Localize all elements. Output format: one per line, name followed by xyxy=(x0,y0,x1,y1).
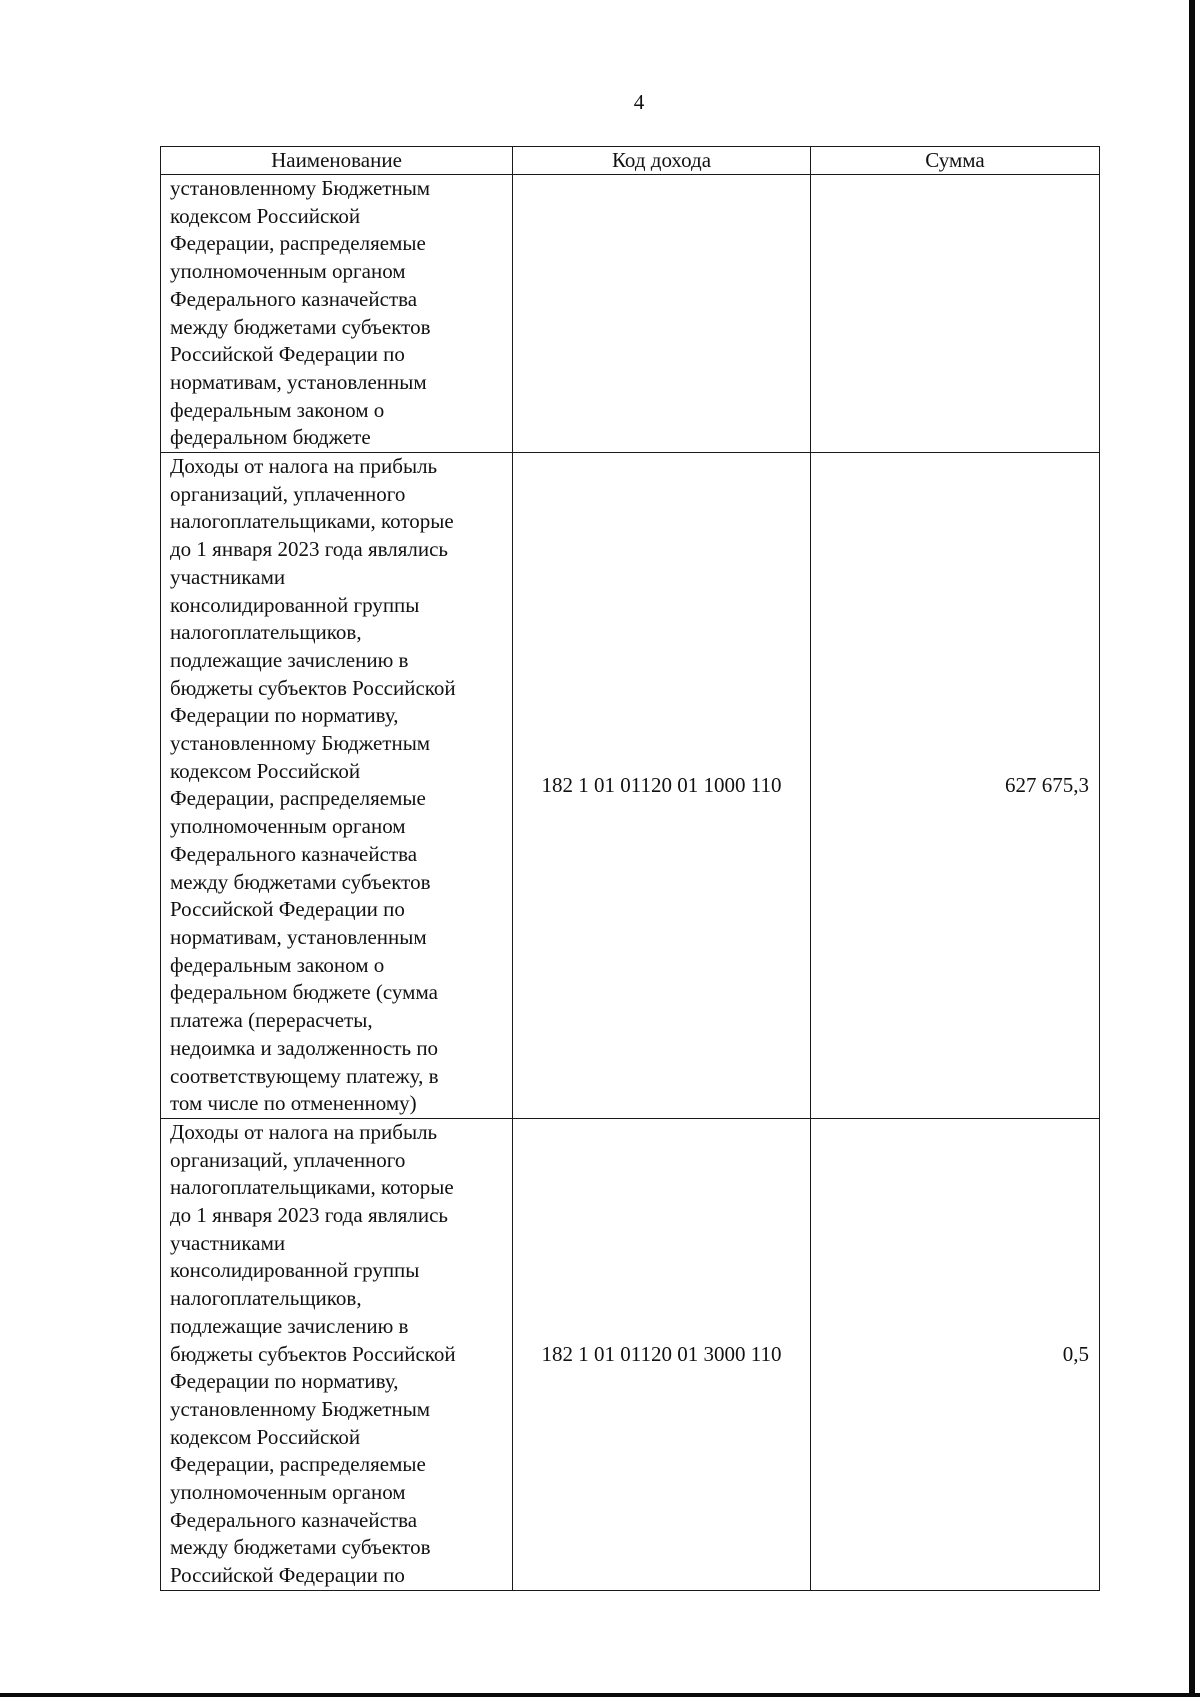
revenue-table xyxy=(160,146,1100,1591)
name-line: нормативам, установленным xyxy=(170,369,427,394)
name-line: федеральном бюджете (сумма xyxy=(170,980,438,1005)
name-line: консолидированной группы xyxy=(170,592,420,617)
name-line: налогоплательщиками, которые xyxy=(170,1175,454,1200)
table-row xyxy=(161,453,1100,1119)
name-line: подлежащие зачислению в xyxy=(170,1313,409,1338)
row-sum-cell: 0,5 xyxy=(811,1118,1100,1590)
name-line: Федерации, распределяемые xyxy=(170,231,426,256)
name-line: между бюджетами субъектов xyxy=(170,1535,431,1560)
name-line: уполномоченным органом xyxy=(170,259,406,284)
scan-edge-bottom xyxy=(0,1693,1200,1697)
name-line: федеральном бюджете xyxy=(170,425,371,450)
name-line: до 1 января 2023 года являлись xyxy=(170,537,448,562)
name-line: кодексом Российской xyxy=(170,1424,361,1449)
name-line: соответствующему платежу, в xyxy=(170,1063,439,1088)
name-line: нормативам, установленным xyxy=(170,924,427,949)
name-line: Федерации, распределяемые xyxy=(170,786,426,811)
name-line: федеральным законом о xyxy=(170,397,385,422)
name-line: установленному Бюджетным xyxy=(170,176,431,200)
row-name-cell xyxy=(161,453,513,1119)
name-line: Федерации, распределяемые xyxy=(170,1452,426,1477)
table-row xyxy=(161,175,1100,453)
name-line: том числе по отмененному) xyxy=(170,1091,417,1116)
name-line: налогоплательщиков, xyxy=(170,620,362,645)
row-sum-cell xyxy=(811,175,1100,453)
name-line: участниками xyxy=(170,564,286,589)
name-line: установленному Бюджетным xyxy=(170,1396,431,1421)
name-line: до 1 января 2023 года являлись xyxy=(170,1203,448,1228)
row-name-cell xyxy=(161,1118,513,1590)
row-name-cell xyxy=(161,175,513,453)
name-line: Федерации по нормативу, xyxy=(170,703,399,728)
row-code-cell: 182 1 01 01120 01 3000 110 xyxy=(513,1118,811,1590)
name-line: уполномоченным органом xyxy=(170,814,406,839)
table-header-row xyxy=(161,147,1100,175)
name-line: между бюджетами субъектов xyxy=(170,869,431,894)
name-line: Доходы от налога на прибыль xyxy=(170,1119,438,1144)
name-line: кодексом Российской xyxy=(170,203,361,228)
name-line: установленному Бюджетным xyxy=(170,731,431,756)
name-line: кодексом Российской xyxy=(170,758,361,783)
name-line: Федерального казначейства xyxy=(170,841,418,866)
name-line: подлежащие зачислению в xyxy=(170,647,409,672)
scan-edge-right xyxy=(1189,0,1195,1697)
header-sum: Сумма xyxy=(811,147,1100,175)
row-code-cell xyxy=(513,175,811,453)
name-line: между бюджетами субъектов xyxy=(170,314,431,339)
header-name: Наименование xyxy=(161,147,513,175)
row-sum-cell: 627 675,3 xyxy=(811,453,1100,1119)
row-code-cell: 182 1 01 01120 01 1000 110 xyxy=(513,453,811,1119)
name-line: налогоплательщиков, xyxy=(170,1286,362,1311)
table-row xyxy=(161,1118,1100,1590)
page-number: 4 xyxy=(633,90,645,114)
name-line: бюджеты субъектов Российской xyxy=(170,1341,456,1366)
name-line: Российской Федерации по xyxy=(170,1563,405,1588)
name-line: бюджеты субъектов Российской xyxy=(170,675,456,700)
name-line: Федерации по нормативу, xyxy=(170,1369,399,1394)
name-line: Доходы от налога на прибыль xyxy=(170,454,438,479)
name-line: федеральным законом о xyxy=(170,952,385,977)
name-line: Федерального казначейства xyxy=(170,1507,418,1532)
name-line: организаций, уплаченного xyxy=(170,1147,406,1172)
name-line: консолидированной группы xyxy=(170,1258,420,1283)
name-line: Российской Федерации по xyxy=(170,897,405,922)
name-line: участниками xyxy=(170,1230,286,1255)
header-code: Код дохода xyxy=(513,147,811,175)
name-line: платежа (перерасчеты, xyxy=(170,1008,373,1033)
name-line: Федерального казначейства xyxy=(170,286,418,311)
name-line: недоимка и задолженность по xyxy=(170,1035,439,1060)
name-line: Российской Федерации по xyxy=(170,342,405,367)
name-line: налогоплательщиками, которые xyxy=(170,509,454,534)
name-line: уполномоченным органом xyxy=(170,1480,406,1505)
name-line: организаций, уплаченного xyxy=(170,481,406,506)
